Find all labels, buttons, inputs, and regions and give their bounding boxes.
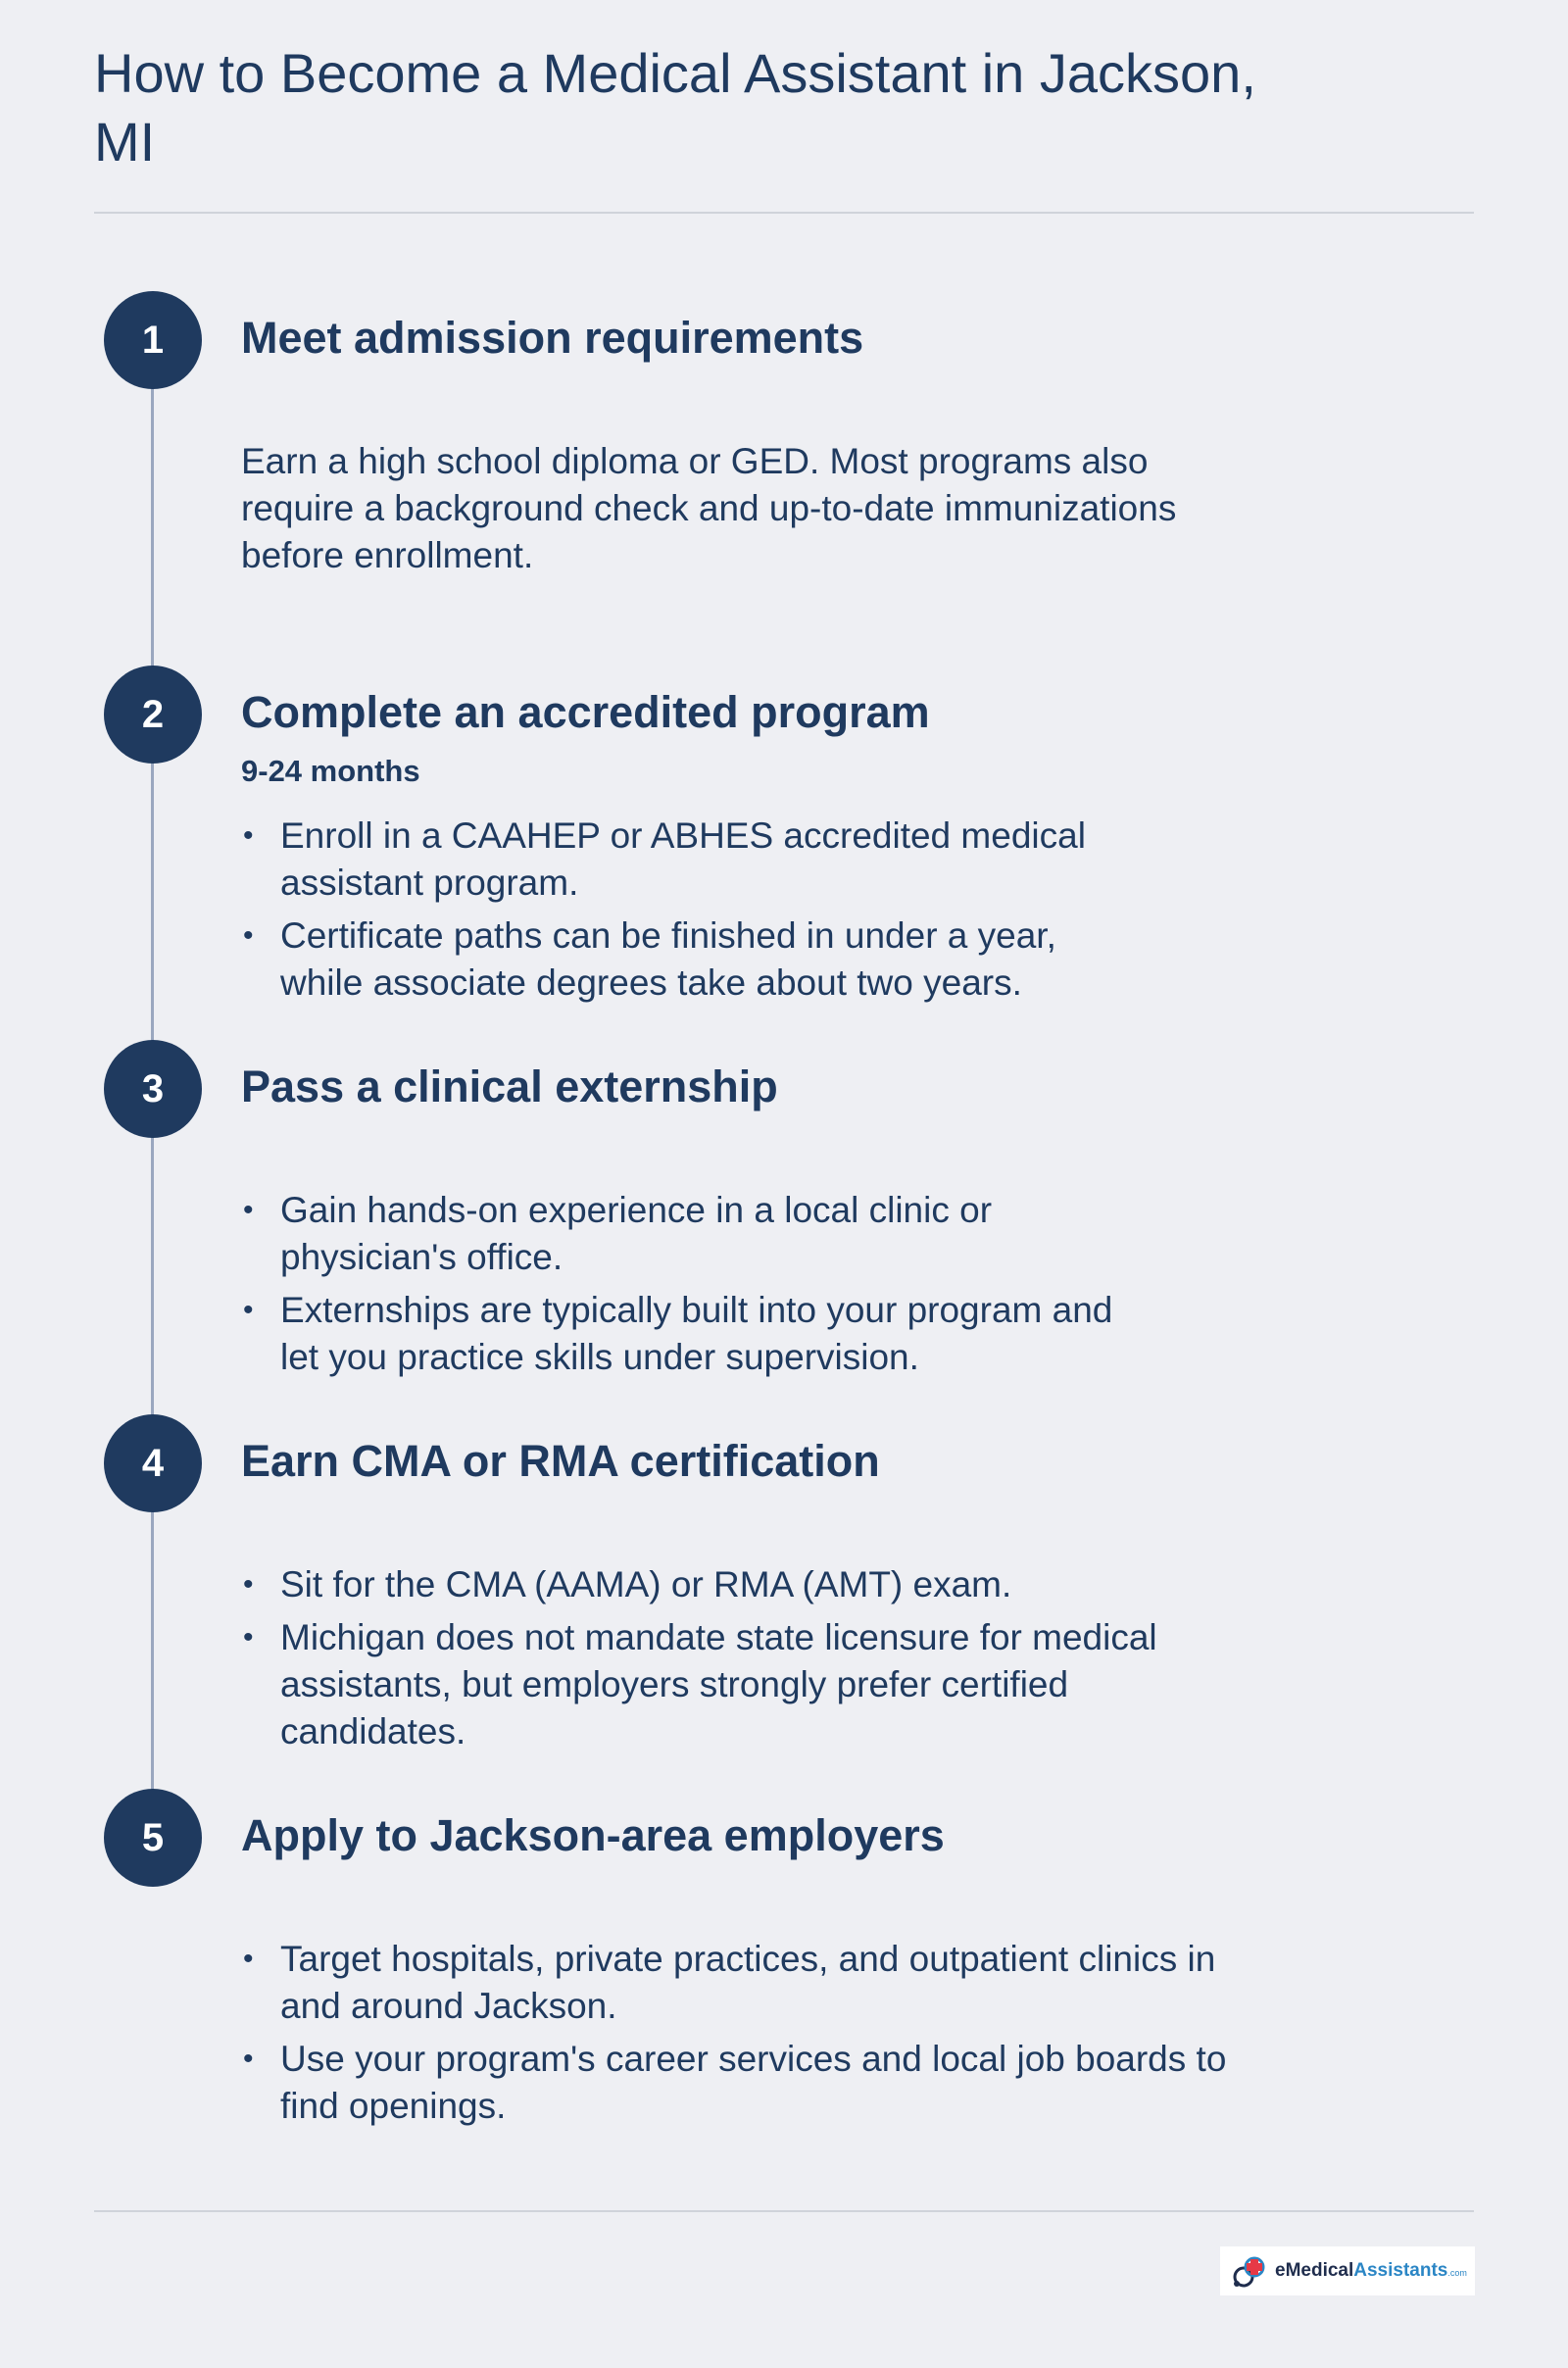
list-item: • Externships are typically built into your program and let you practice skills under supervision. xyxy=(241,1287,1123,1381)
list-item: • Sit for the CMA (AAMA) or RMA (AMT) exam. xyxy=(241,1561,1221,1608)
step-number-badge: 2 xyxy=(104,666,202,764)
list-item: • Target hospitals, private practices, and outpatient clinics in and around Jackson. xyxy=(241,1936,1231,2030)
list-item: • Enroll in a CAAHEP or ABHES accredited medical assistant program. xyxy=(241,813,1143,907)
logo-text-part2: Assistants xyxy=(1353,2260,1448,2281)
brand-logo xyxy=(1220,2246,1475,2295)
list-item: • Use your program's career services and local job boards to find openings. xyxy=(241,2036,1231,2130)
step-heading: Earn CMA or RMA certification xyxy=(241,1436,880,1486)
step-number-badge: 1 xyxy=(104,291,202,389)
page-title: How to Become a Medical Assistant in Jackson, MI xyxy=(94,42,1256,173)
logo-text-part1: eMedical xyxy=(1275,2260,1354,2281)
top-divider xyxy=(94,212,1474,214)
step-bullet-list xyxy=(241,1936,1231,2136)
step-bullet-list xyxy=(241,813,1143,1012)
medical-cross-icon xyxy=(1230,2251,1269,2291)
logo-text-part3: .com xyxy=(1447,2268,1467,2278)
step-heading: Pass a clinical externship xyxy=(241,1061,778,1111)
bottom-divider xyxy=(94,2210,1474,2212)
list-item: • Michigan does not mandate state licensure for medical assistants, but employers strongly prefer certified candidates. xyxy=(241,1614,1221,1755)
step-heading: Apply to Jackson-area employers xyxy=(241,1810,945,1860)
list-item: • Gain hands-on experience in a local clinic or physician's office. xyxy=(241,1187,1123,1281)
logo-wordmark xyxy=(1275,2260,1467,2282)
step-heading: Meet admission requirements xyxy=(241,313,864,363)
step-duration: 9-24 months xyxy=(241,754,420,788)
step-heading: Complete an accredited program xyxy=(241,687,930,737)
step-number-badge: 3 xyxy=(104,1040,202,1138)
step-number-badge: 4 xyxy=(104,1414,202,1512)
step-number-badge: 5 xyxy=(104,1789,202,1887)
list-item: • Certificate paths can be finished in under a year, while associate degrees take about two years. xyxy=(241,913,1143,1007)
step-bullet-list xyxy=(241,1561,1221,1761)
step-bullet-list xyxy=(241,1187,1123,1387)
step-description: Earn a high school diploma or GED. Most programs also require a background check and up-to-date immunizations before enrollment. xyxy=(241,441,1177,575)
